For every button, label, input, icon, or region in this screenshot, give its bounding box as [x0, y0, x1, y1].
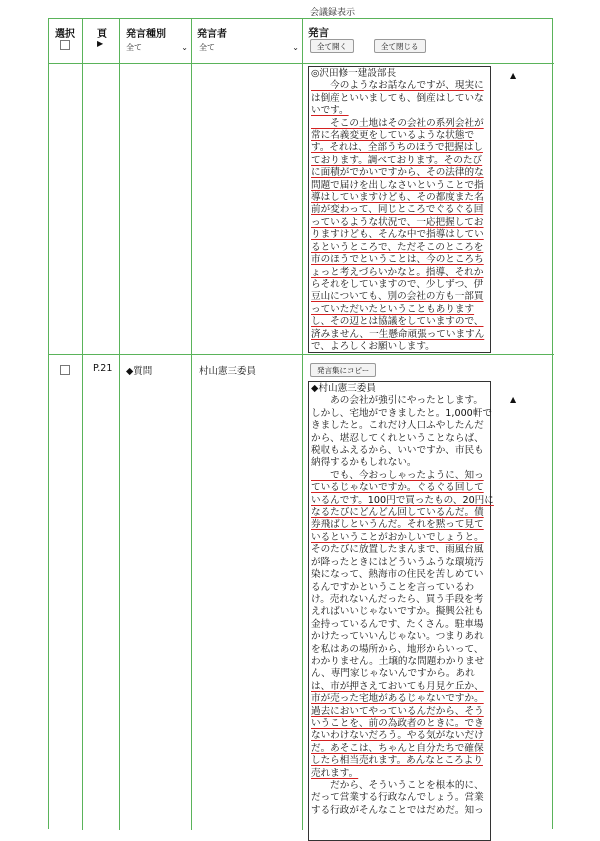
speech-line: ◆村山憲三委員	[311, 383, 376, 394]
speech-line: でも、今おっしゃったように、知っ	[311, 469, 484, 481]
speech-line: 済みません、一生懸命頑張っていますん	[311, 328, 485, 340]
speech-line: は、市が押さえておいても月見ケ丘か、	[311, 680, 484, 692]
col-divider	[119, 19, 120, 830]
header-speaker: 発言者	[197, 29, 227, 40]
speech-line: だ。あそこは、ちゃんと自分たちで確保	[311, 742, 484, 754]
speech-line: に面積がでかいですから、その法律的な	[311, 167, 484, 179]
speech-line: ん、専門家じゃないんですから。あれ	[311, 668, 475, 680]
scroll-up-icon[interactable]: ▲	[510, 71, 517, 80]
row-divider	[49, 63, 554, 64]
speech-line: ◎沢田修一建設部長	[311, 68, 397, 79]
speech-line: 売れます。	[311, 767, 359, 779]
header-page: 頁	[97, 29, 107, 40]
close-all-button[interactable]: 全て閉じる	[374, 39, 426, 53]
row-divider	[49, 354, 554, 355]
speech-line: が降ったときにはどういうふうな環境汚	[311, 556, 484, 568]
col-divider	[302, 19, 303, 830]
row-type: ◆質問	[126, 366, 153, 377]
speech-line: 今のようなお話なんですが、現実に	[311, 80, 484, 92]
page-sort-icon[interactable]: ▶	[97, 39, 104, 48]
speech-line: ているじゃないですか。ぐるぐる回して	[311, 482, 484, 494]
speech-text	[311, 383, 494, 817]
speech-line: 金持っているんです、たくさん。駐車場	[311, 618, 484, 630]
speech-line: るんですかということを言っているわ	[311, 581, 475, 593]
speech-line: わかりません。土壌的な問題わかりませ	[311, 655, 485, 667]
speech-line: そのたびに放置したまんまで、雨風台風	[311, 544, 484, 556]
type-filter-select[interactable]	[126, 42, 188, 53]
speech-line: 豆山についても、別の会社の方も一部買	[311, 291, 484, 303]
speech-line: だから、そういうことを根本的に、	[311, 780, 484, 791]
row-select-checkbox[interactable]	[60, 365, 70, 375]
speech-line: 税収もふえるから、いいですか、市民も	[311, 445, 484, 457]
header-select: 選択	[55, 29, 75, 40]
speech-line: いうことを、前の為政者のときに。でき	[311, 717, 484, 729]
speech-line: えればいいじゃないですか。擬興公社も	[311, 606, 484, 618]
speaker-filter-value: 全て	[199, 43, 215, 52]
speech-line: 券飛ばしというんだ。それを黙って見て	[311, 519, 484, 531]
speech-line: そこの土地はその会社の系列会社が	[311, 117, 484, 129]
speech-line: りますけども、そんな中で指導はしてい	[311, 229, 484, 241]
speech-line: 前が変わって、同じところでぐるぐる回	[311, 204, 484, 216]
page-caption: 会議録表示	[310, 8, 356, 18]
speech-line: 導はしていますけども、その都度また名	[311, 192, 484, 204]
speech-line: だって営業する行政なんでしょう。営業	[311, 792, 484, 804]
type-filter-value: 全て	[126, 43, 142, 52]
speech-line: ないわけないだろう。やる気がないだけ	[311, 730, 484, 742]
speaker-filter-select[interactable]	[199, 42, 299, 53]
speech-line: したら相当売れます。あんなところより	[311, 755, 483, 767]
speech-line: きましたと。これだけ人口ふやしたんだ	[311, 420, 484, 432]
speech-line: 市のほうでということは、今のところち	[311, 254, 484, 266]
row-speaker: 村山憲三委員	[199, 366, 257, 377]
speech-line: っていただいたということもあります	[311, 303, 475, 315]
speech-line: 問題で届けを出しなさいということで指	[311, 179, 484, 191]
speech-line: いるんです。100円で買ったもの、20円に	[311, 494, 494, 506]
minutes-table	[48, 18, 553, 829]
speech-line: あの会社が強引にやったとします。	[311, 395, 483, 407]
speech-line: する行政がそんなことではだめだ。知っ	[311, 804, 484, 816]
speech-line: っているような状況で、一応把握してお	[311, 216, 484, 228]
speech-line: し、その辺とは協議をしていますので、	[311, 316, 484, 328]
speech-line: るというところで、ただそこのところを	[311, 241, 484, 253]
copy-to-collection-button[interactable]: 発言集にコピー	[310, 363, 376, 377]
speech-line: 納得するかもしれない。	[311, 457, 417, 469]
speech-line: 過去においてやっているんだから、そう	[311, 705, 484, 717]
speech-line: ております。調べております。そのたび	[311, 154, 483, 166]
open-all-button[interactable]: 全て開く	[310, 39, 354, 53]
speech-line: 常に名義変更をしているような状態で	[311, 130, 475, 142]
scroll-up-icon[interactable]: ▲	[510, 395, 517, 404]
speech-line: け。売れないんだったら、買う手段を考	[311, 593, 484, 605]
chevron-down-icon: ⌄	[292, 43, 299, 52]
speech-line: いです。	[311, 105, 349, 117]
select-all-checkbox[interactable]	[60, 40, 70, 50]
speech-line: かけたっていいんじゃない。つまりあれ	[311, 631, 484, 643]
speech-line: なるたびにどんどん回しているんだ。債	[311, 507, 484, 519]
speech-line: 染になって、熱海市の住民を苦しめてい	[311, 569, 484, 581]
col-divider	[191, 19, 192, 830]
row-page: P.21	[93, 363, 113, 374]
speech-line: らそれをしていますので、少しずつ、伊	[311, 278, 484, 290]
speech-text	[311, 68, 484, 353]
speech-line: いるということがおかしいでしょうと。	[311, 531, 484, 543]
speech-line: を私はあの場所から、地形からいって、	[311, 643, 484, 655]
col-divider	[82, 19, 83, 830]
speech-line: ょっと考えづらいかなと。指導、それか	[311, 266, 484, 278]
speech-line: で、よろしくお願いします。	[311, 340, 435, 352]
chevron-down-icon: ⌄	[181, 43, 188, 52]
speech-line: しかし、宅地ができましたと。1,000軒で	[311, 407, 492, 419]
speech-line: から、堪忍してくれということならば、	[311, 432, 484, 444]
header-type: 発言種別	[126, 29, 166, 40]
speech-line: 市が売った宅地があるじゃないですか。	[311, 693, 484, 705]
speech-line: は倒産といいましても、倒産はしていな	[311, 92, 484, 104]
header-speech: 発言	[308, 27, 329, 39]
speech-line: す。それは、全部うちのほうで把握はし	[311, 142, 483, 154]
